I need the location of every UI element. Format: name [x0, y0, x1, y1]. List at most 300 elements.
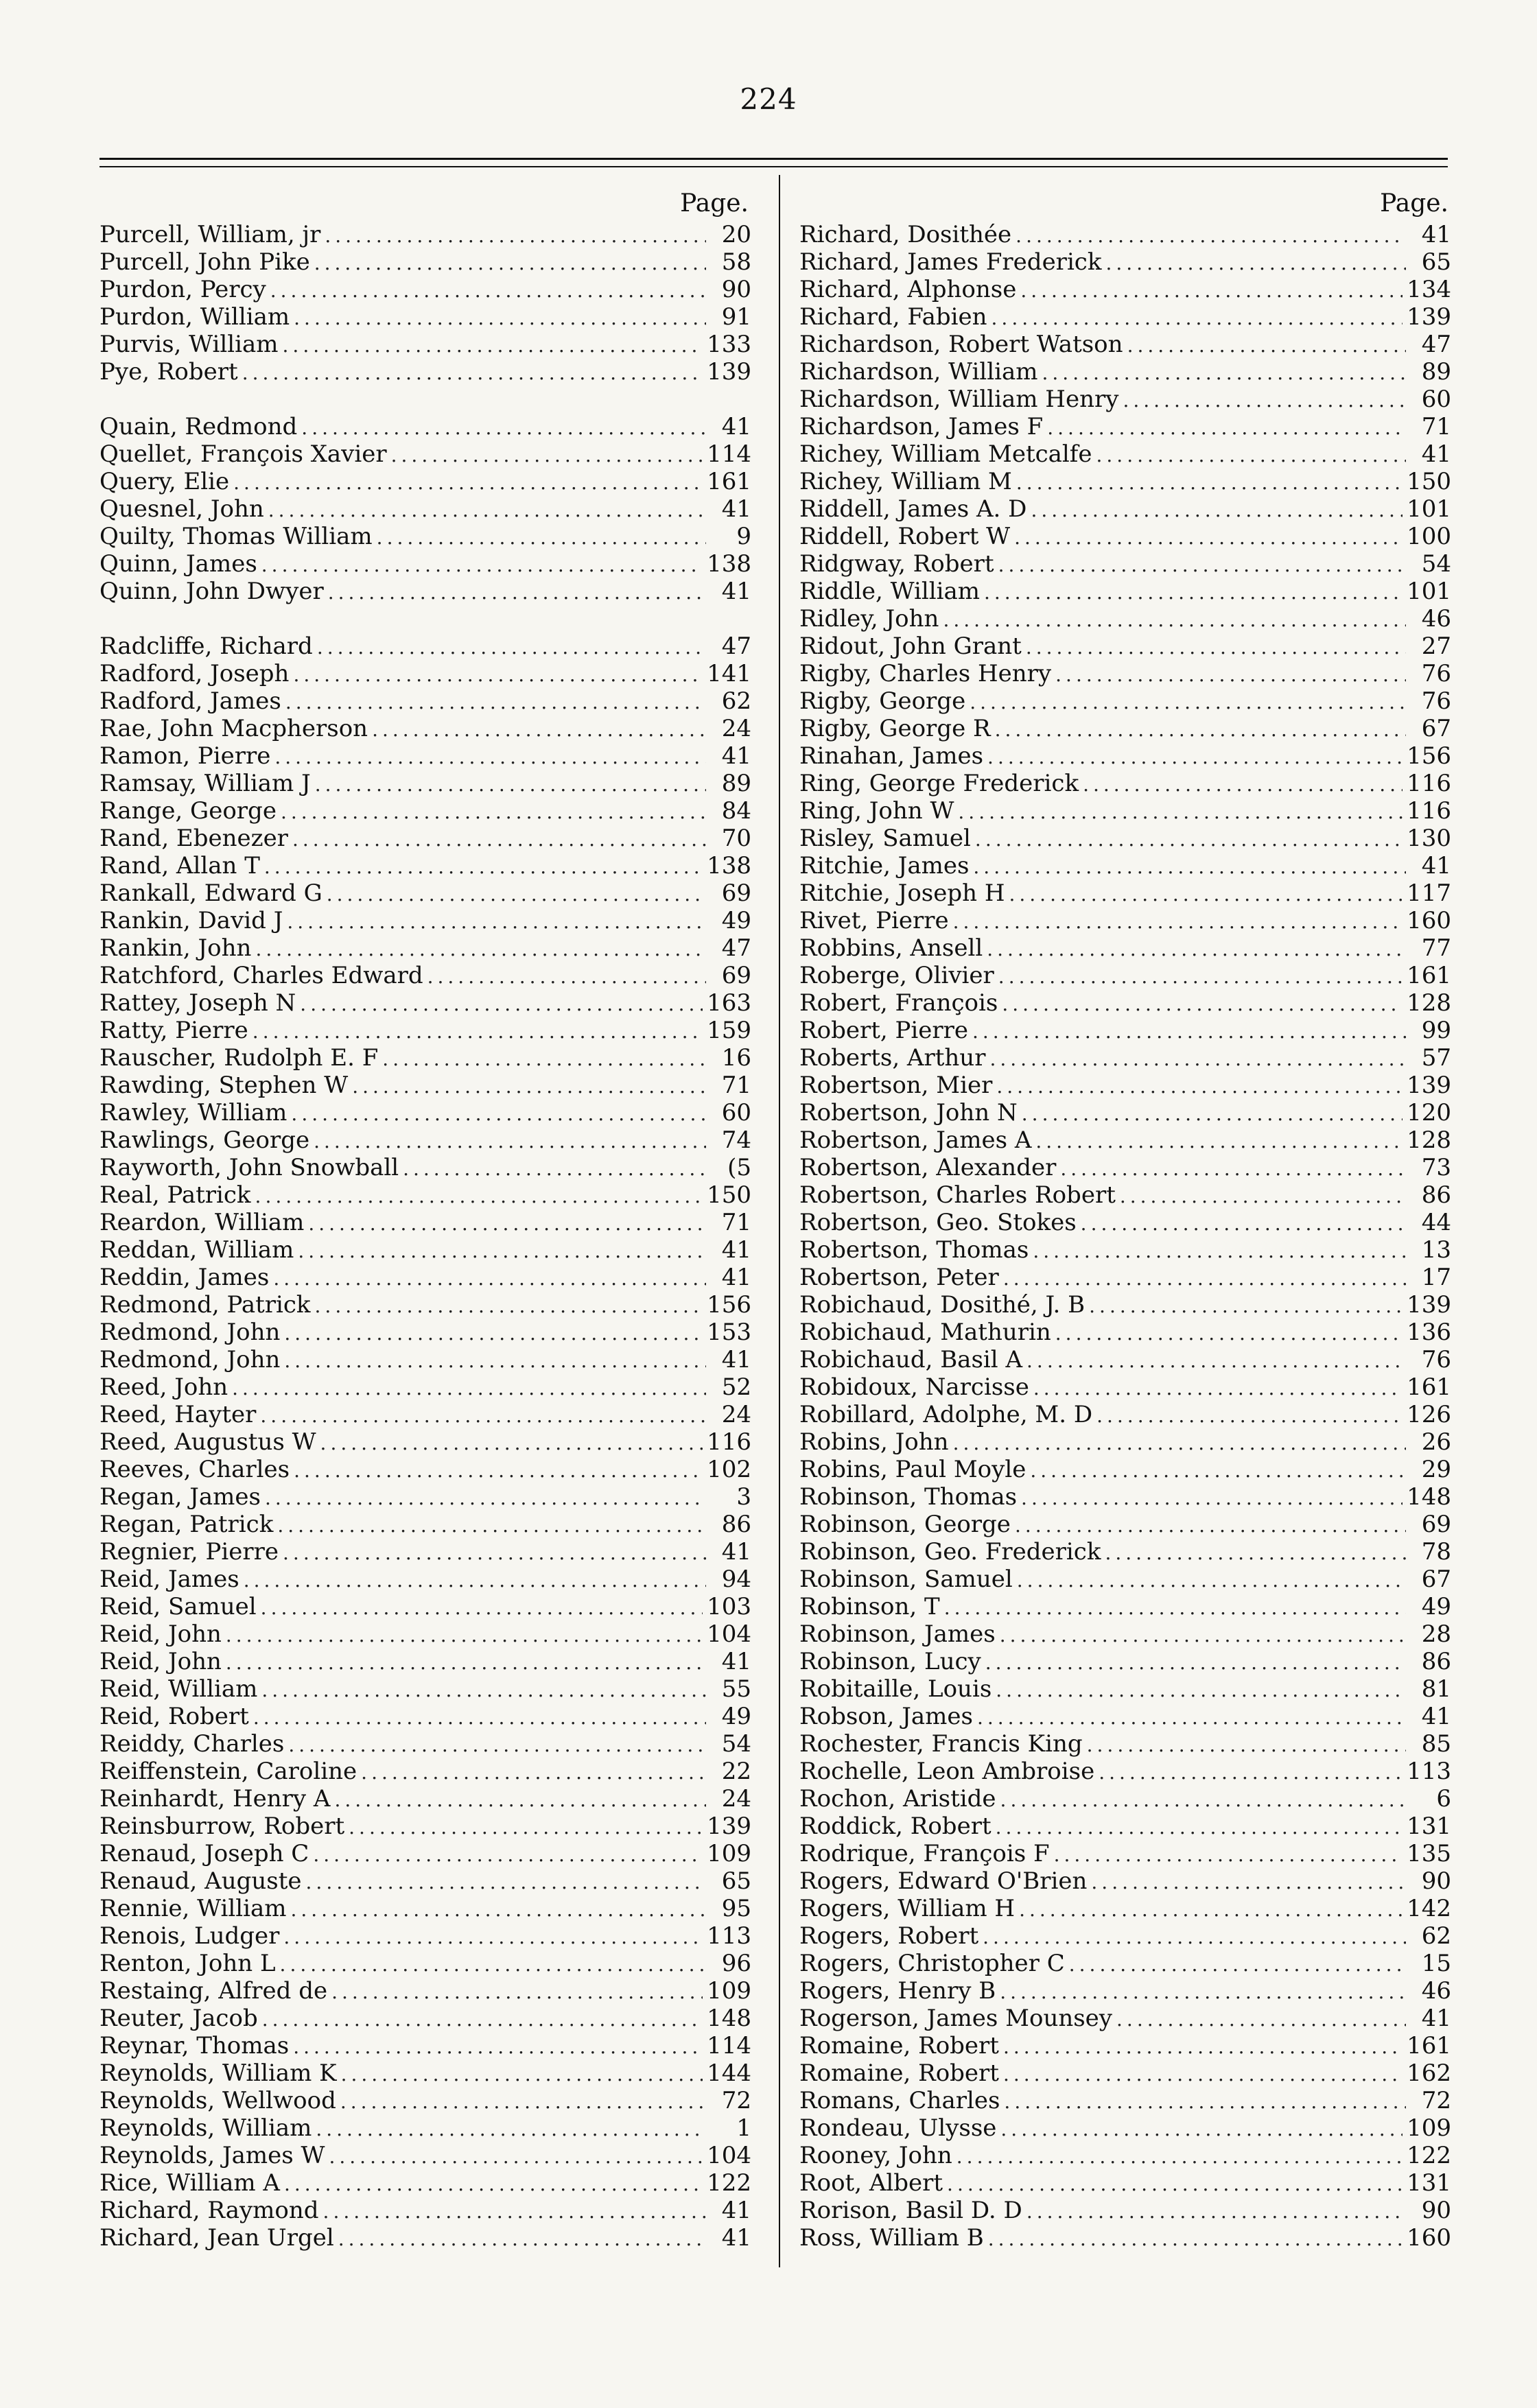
- entry-name: Rivet, Pierre: [799, 907, 949, 934]
- index-entry: [99, 358, 751, 386]
- entry-page: 148: [707, 2005, 751, 2032]
- dot-leader: [1000, 1979, 1406, 2006]
- dot-leader: [1033, 1375, 1403, 1402]
- dot-leader: [261, 552, 703, 579]
- index-entry: [799, 358, 1451, 386]
- entry-name: Romaine, Robert: [799, 2059, 999, 2087]
- dot-leader: [989, 1046, 1406, 1073]
- index-entry: [99, 880, 751, 907]
- entry-name: Renaud, Auguste: [99, 1867, 302, 1895]
- dot-leader: [291, 1100, 706, 1128]
- dot-leader: [403, 1155, 706, 1183]
- entry-page: 139: [707, 1813, 751, 1840]
- dot-leader: [316, 2116, 706, 2143]
- entry-name: Purvis, William: [99, 331, 279, 358]
- index-entry: [799, 1675, 1451, 1703]
- entry-page: 54: [721, 1730, 751, 1758]
- entry-page: 156: [707, 1291, 751, 1319]
- index-entry: [99, 1099, 751, 1126]
- entry-name: Reid, John: [99, 1620, 222, 1648]
- entry-page: 1: [736, 2114, 751, 2142]
- dot-leader: [270, 277, 706, 305]
- entry-page: 76: [1421, 687, 1451, 715]
- entry-page: 72: [721, 2087, 751, 2114]
- dot-leader: [323, 2198, 706, 2226]
- entry-name: Robinson, Geo. Frederick: [799, 1538, 1101, 1566]
- entry-page: 70: [721, 825, 751, 852]
- index-entry: [799, 633, 1451, 660]
- index-entry: [99, 1813, 751, 1840]
- entry-page: 116: [1407, 797, 1451, 825]
- dot-leader: [242, 359, 703, 387]
- index-entry: [799, 1895, 1451, 1922]
- entry-page: 41: [721, 1346, 751, 1373]
- entry-name: Rigby, George R: [799, 715, 991, 742]
- index-entry: [799, 1785, 1451, 1813]
- dot-leader: [288, 1732, 706, 1759]
- index-entry: [799, 550, 1451, 578]
- index-entry: [799, 2169, 1451, 2197]
- index-entry: [799, 523, 1451, 550]
- dot-leader: [988, 2226, 1403, 2253]
- entry-page: 76: [1421, 660, 1451, 687]
- entry-page: 128: [1407, 1126, 1451, 1154]
- index-entry: [799, 1922, 1451, 1950]
- index-entry: [99, 1154, 751, 1181]
- entry-page: 77: [1421, 934, 1451, 962]
- index-entry: [99, 742, 751, 770]
- entry-name: Ritchie, Joseph H: [799, 880, 1005, 907]
- dot-leader: [1015, 1512, 1406, 1539]
- index-entry: [799, 1209, 1451, 1236]
- index-entry: [99, 331, 751, 358]
- index-entry: [99, 1566, 751, 1593]
- index-entry: [99, 1922, 751, 1950]
- dot-leader: [1019, 1896, 1403, 1924]
- entry-page: 128: [1407, 989, 1451, 1017]
- header-rule: [99, 158, 1448, 160]
- entry-name: Root, Albert: [799, 2169, 943, 2197]
- dot-leader: [331, 1979, 703, 2006]
- index-entry: [799, 2114, 1451, 2142]
- entry-name: Robitaille, Louis: [799, 1675, 992, 1703]
- group-gap: [99, 386, 751, 413]
- index-entry: [99, 2197, 751, 2224]
- entry-page: 69: [1421, 1511, 1451, 1538]
- index-entry: [99, 962, 751, 989]
- entry-page: 103: [707, 1593, 751, 1620]
- dot-leader: [1022, 1100, 1403, 1128]
- index-entry: [799, 1181, 1451, 1209]
- index-entry: [99, 523, 751, 550]
- dot-leader: [1026, 2198, 1406, 2226]
- dot-leader: [987, 744, 1403, 771]
- entry-page: 67: [1421, 1566, 1451, 1593]
- entry-name: Robillard, Adolphe, M. D: [799, 1401, 1093, 1428]
- index-entry: [99, 468, 751, 495]
- entry-name: Richard, James Frederick: [799, 248, 1102, 276]
- dot-leader: [352, 1073, 706, 1100]
- dot-leader: [1004, 2088, 1406, 2116]
- entry-page: 15: [1421, 1950, 1451, 1977]
- entry-page: 41: [721, 742, 751, 770]
- entry-page: 26: [1421, 1428, 1451, 1456]
- dot-leader: [1123, 387, 1406, 414]
- entry-page: 91: [721, 303, 751, 331]
- entry-page: 117: [1407, 880, 1451, 907]
- dot-leader: [290, 1896, 706, 1924]
- index-entry: [99, 2224, 751, 2252]
- dot-leader: [1089, 1292, 1403, 1320]
- index-entry: [99, 1648, 751, 1675]
- entry-name: Rochelle, Leon Ambroise: [799, 1758, 1095, 1785]
- entry-name: Riddle, William: [799, 578, 980, 605]
- dot-leader: [233, 469, 703, 497]
- dot-leader: [1016, 469, 1403, 497]
- entry-page: 116: [707, 1428, 751, 1456]
- entry-name: Robertson, Thomas: [799, 1236, 1029, 1264]
- index-entry: [799, 1538, 1451, 1566]
- entry-name: Richey, William M: [799, 468, 1012, 495]
- entry-page: 6: [1436, 1785, 1451, 1813]
- entry-name: Reiddy, Charles: [99, 1730, 285, 1758]
- entry-name: Robins, John: [799, 1428, 949, 1456]
- index-entry: [799, 1483, 1451, 1511]
- dot-leader: [298, 1238, 706, 1265]
- index-entry: [99, 1264, 751, 1291]
- index-entry: [99, 413, 751, 440]
- entry-name: Real, Patrick: [99, 1181, 251, 1209]
- index-entry: [99, 2059, 751, 2087]
- entry-name: Renois, Ludger: [99, 1922, 280, 1950]
- index-entry: [799, 715, 1451, 742]
- entry-name: Reed, Hayter: [99, 1401, 257, 1428]
- entry-page: 60: [1421, 386, 1451, 413]
- entry-name: Rawding, Stephen W: [99, 1072, 349, 1099]
- index-entry: [99, 1181, 751, 1209]
- entry-page: 120: [1407, 1099, 1451, 1126]
- entry-name: Rondeau, Ulysse: [799, 2114, 997, 2142]
- entry-page: 90: [1421, 1867, 1451, 1895]
- entry-name: Richey, William Metcalfe: [799, 440, 1092, 468]
- index-entry: [99, 1401, 751, 1428]
- index-entry: [99, 1730, 751, 1758]
- index-entry: [799, 2059, 1451, 2087]
- dot-leader: [261, 1594, 703, 1622]
- dot-leader: [996, 1677, 1406, 1704]
- index-entry: [799, 934, 1451, 962]
- dot-leader: [262, 2006, 703, 2033]
- entry-name: Risley, Samuel: [799, 825, 971, 852]
- dot-leader: [1026, 1347, 1406, 1375]
- dot-leader: [1009, 881, 1403, 908]
- entry-page: 13: [1421, 1236, 1451, 1264]
- dot-leader: [1003, 1265, 1406, 1292]
- index-entry: [799, 989, 1451, 1017]
- dot-leader: [1003, 2033, 1403, 2061]
- index-entry: [99, 1209, 751, 1236]
- dot-leader: [1127, 332, 1406, 359]
- index-entry: [799, 1950, 1451, 1977]
- dot-leader: [334, 1786, 706, 1814]
- entry-name: Rodrique, François F: [799, 1840, 1050, 1867]
- index-entry: [799, 1072, 1451, 1099]
- dot-leader: [253, 1704, 706, 1732]
- entry-page: 141: [707, 660, 751, 687]
- entry-name: Reinhardt, Henry A: [99, 1785, 331, 1813]
- entry-name: Renton, John L: [99, 1950, 276, 1977]
- entry-name: Ridley, John: [799, 605, 939, 633]
- dot-leader: [1116, 2006, 1406, 2033]
- dot-leader: [264, 853, 703, 881]
- entry-page: 102: [707, 1456, 751, 1483]
- entry-page: 161: [1407, 962, 1451, 989]
- index-entry: [99, 852, 751, 880]
- index-entry: [799, 1428, 1451, 1456]
- entry-name: Radford, James: [99, 687, 281, 715]
- entry-name: Quinn, John Dwyer: [99, 578, 324, 605]
- index-entry: [799, 386, 1451, 413]
- entry-page: 74: [721, 1126, 751, 1154]
- entry-name: Quain, Redmond: [99, 413, 298, 440]
- index-entry: [99, 989, 751, 1017]
- dot-leader: [341, 2061, 703, 2088]
- entry-name: Robins, Paul Moyle: [799, 1456, 1026, 1483]
- entry-name: Robert, François: [799, 989, 998, 1017]
- entry-name: Rogers, Edward O'Brien: [799, 1867, 1088, 1895]
- dot-leader: [317, 634, 706, 661]
- index-entry: [99, 1538, 751, 1566]
- entry-page: 101: [1407, 495, 1451, 523]
- index-entry: [799, 248, 1451, 276]
- entry-page: 41: [721, 1264, 751, 1291]
- entry-page: 65: [1421, 248, 1451, 276]
- entry-name: Rice, William A: [99, 2169, 280, 2197]
- entry-name: Ramsay, William J: [99, 770, 311, 797]
- entry-name: Ridgway, Robert: [799, 550, 994, 578]
- entry-name: Reynolds, William K: [99, 2059, 337, 2087]
- entry-page: 41: [721, 413, 751, 440]
- entry-page: 84: [721, 797, 751, 825]
- entry-page: 109: [1407, 2114, 1451, 2142]
- index-entry: [799, 2005, 1451, 2032]
- entry-name: Rayworth, John Snowball: [99, 1154, 399, 1181]
- index-entry: [799, 331, 1451, 358]
- entry-page: 20: [721, 221, 751, 248]
- entry-page: 144: [707, 2059, 751, 2087]
- entry-page: 122: [707, 2169, 751, 2197]
- index-entry: [799, 1346, 1451, 1373]
- entry-name: Reynolds, William: [99, 2114, 312, 2142]
- entry-page: 54: [1421, 550, 1451, 578]
- dot-leader: [315, 771, 706, 799]
- entry-name: Robichaud, Mathurin: [799, 1319, 1051, 1346]
- dot-leader: [314, 250, 706, 277]
- entry-page: 100: [1407, 523, 1451, 550]
- dot-leader: [285, 689, 706, 716]
- dot-leader: [283, 1539, 706, 1567]
- entry-list: [799, 221, 1451, 2252]
- entry-page: 139: [1407, 1291, 1451, 1319]
- entry-name: Reeves, Charles: [99, 1456, 290, 1483]
- index-entry: [99, 687, 751, 715]
- entry-name: Robertson, Mier: [799, 1072, 993, 1099]
- index-entry: [799, 1099, 1451, 1126]
- index-entry: [799, 1236, 1451, 1264]
- entry-name: Ratty, Pierre: [99, 1017, 248, 1044]
- entry-name: Rogers, Henry B: [799, 1977, 996, 2005]
- entry-page: 24: [721, 715, 751, 742]
- page-number: 224: [740, 82, 797, 116]
- entry-name: Robert, Pierre: [799, 1017, 968, 1044]
- entry-page: 153: [707, 1319, 751, 1346]
- dot-leader: [958, 799, 1403, 826]
- entry-name: Robertson, James A: [799, 1126, 1032, 1154]
- entry-page: 81: [1421, 1675, 1451, 1703]
- dot-leader: [265, 1485, 706, 1512]
- index-entry: [99, 440, 751, 468]
- dot-leader: [340, 2088, 706, 2116]
- entry-page: 161: [707, 468, 751, 495]
- index-entry: [799, 1566, 1451, 1593]
- dot-leader: [1060, 1155, 1406, 1183]
- entry-page: 95: [721, 1895, 751, 1922]
- entry-name: Richard, Jean Urgel: [99, 2224, 334, 2252]
- entry-page: 41: [721, 1648, 751, 1675]
- index-entry: [99, 2142, 751, 2169]
- entry-page: 49: [721, 907, 751, 934]
- index-entry: [99, 2005, 751, 2032]
- dot-leader: [1081, 1210, 1406, 1238]
- dot-leader: [1096, 442, 1407, 469]
- entry-name: Rankin, John: [99, 934, 252, 962]
- index-entry: [99, 1456, 751, 1483]
- index-entry: [99, 1977, 751, 2005]
- entry-name: Riddell, James A. D: [799, 495, 1027, 523]
- dot-leader: [977, 1704, 1406, 1732]
- index-entry: [99, 2032, 751, 2059]
- entry-name: Roberge, Olivier: [799, 962, 994, 989]
- entry-page: 73: [1421, 1154, 1451, 1181]
- index-entry: [799, 1648, 1451, 1675]
- index-entry: [799, 770, 1451, 797]
- dot-leader: [301, 414, 706, 442]
- index-entry: [99, 550, 751, 578]
- entry-page: 113: [707, 1922, 751, 1950]
- entry-page: 17: [1421, 1264, 1451, 1291]
- index-entry: [99, 1785, 751, 1813]
- entry-page: 161: [1407, 1373, 1451, 1401]
- entry-name: Regan, Patrick: [99, 1511, 274, 1538]
- entry-name: Richardson, James F: [799, 413, 1044, 440]
- index-entry: [799, 413, 1451, 440]
- entry-name: Quesnel, John: [99, 495, 264, 523]
- dot-leader: [244, 1567, 706, 1594]
- entry-name: Rauscher, Rudolph E. F: [99, 1044, 379, 1072]
- entry-page: 41: [1421, 852, 1451, 880]
- dot-leader: [382, 1046, 706, 1073]
- entry-name: Roberts, Arthur: [799, 1044, 986, 1072]
- dot-leader: [998, 552, 1406, 579]
- entry-name: Rankin, David J: [99, 907, 283, 934]
- dot-leader: [1021, 1485, 1403, 1512]
- dot-leader: [1003, 2061, 1403, 2088]
- entry-page: 69: [721, 880, 751, 907]
- entry-page: 62: [1421, 1922, 1451, 1950]
- entry-page: 90: [1421, 2197, 1451, 2224]
- dot-leader: [1016, 222, 1406, 250]
- dot-leader: [1030, 1457, 1406, 1485]
- index-entry: [799, 578, 1451, 605]
- entry-list: [99, 221, 751, 2252]
- index-entry: [99, 1072, 751, 1099]
- entry-name: Ramon, Pierre: [99, 742, 271, 770]
- dot-leader: [284, 1347, 706, 1375]
- index-entry: [99, 495, 751, 523]
- entry-page: 41: [1421, 1703, 1451, 1730]
- entry-name: Richardson, Robert Watson: [799, 331, 1123, 358]
- dot-leader: [1087, 1732, 1406, 1759]
- entry-page: 60: [721, 1099, 751, 1126]
- entry-page: 139: [1407, 1072, 1451, 1099]
- entry-name: Romaine, Robert: [799, 2032, 999, 2059]
- entry-page: 24: [721, 1401, 751, 1428]
- entry-page: 130: [1407, 825, 1451, 852]
- dot-leader: [975, 826, 1403, 853]
- entry-page: 44: [1421, 1209, 1451, 1236]
- index-entry: [799, 1867, 1451, 1895]
- dot-leader: [984, 579, 1403, 606]
- dot-leader: [283, 1924, 703, 1951]
- entry-name: Reinsburrow, Robert: [99, 1813, 345, 1840]
- index-entry: [799, 1593, 1451, 1620]
- entry-name: Reddan, William: [99, 1236, 294, 1264]
- entry-name: Purcell, John Pike: [99, 248, 310, 276]
- entry-name: Robinson, George: [799, 1511, 1011, 1538]
- entry-name: Quinn, James: [99, 550, 257, 578]
- index-entry: [799, 1758, 1451, 1785]
- entry-name: Rorison, Basil D. D: [799, 2197, 1022, 2224]
- entry-page: 156: [1407, 742, 1451, 770]
- entry-page: 47: [721, 934, 751, 962]
- dot-leader: [953, 1430, 1406, 1457]
- index-entry: [799, 1154, 1451, 1181]
- dot-leader: [953, 908, 1403, 936]
- entry-name: Radcliffe, Richard: [99, 633, 313, 660]
- entry-page: 96: [721, 1950, 751, 1977]
- entry-page: 22: [721, 1758, 751, 1785]
- entry-page: 163: [707, 989, 751, 1017]
- index-entry: [799, 1264, 1451, 1291]
- dot-leader: [313, 1841, 703, 1869]
- index-entry: [799, 1126, 1451, 1154]
- entry-name: Ratchford, Charles Edward: [99, 962, 423, 989]
- dot-leader: [284, 1320, 703, 1347]
- entry-name: Reid, James: [99, 1566, 239, 1593]
- entry-name: Redmond, John: [99, 1319, 281, 1346]
- entry-name: Reynolds, Wellwood: [99, 2087, 336, 2114]
- entry-name: Rae, John Macpherson: [99, 715, 368, 742]
- entry-page: 41: [721, 2224, 751, 2252]
- entry-name: Purdon, William: [99, 303, 290, 331]
- index-entry: [99, 1620, 751, 1648]
- index-entry: [799, 1813, 1451, 1840]
- dot-leader: [1091, 1869, 1406, 1896]
- index-entry: [799, 1620, 1451, 1648]
- dot-leader: [1055, 1320, 1403, 1347]
- entry-name: Robinson, Samuel: [799, 1566, 1013, 1593]
- dot-leader: [1020, 277, 1403, 305]
